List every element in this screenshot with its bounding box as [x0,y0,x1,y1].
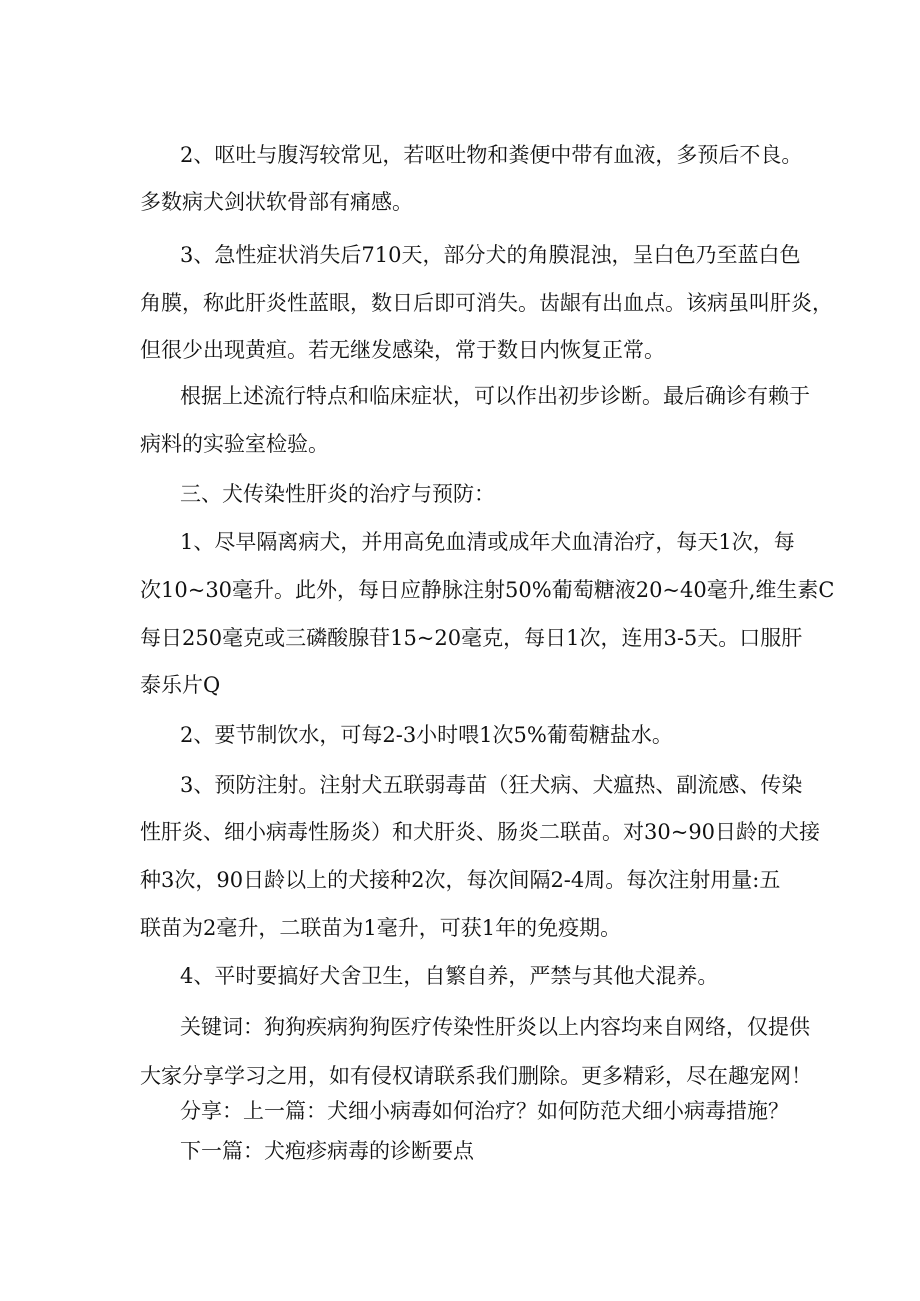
paragraph-line: 联苗为2毫升，二联苗为1毫升，可获1年的免疫期。 [140,916,622,940]
paragraph-line: 次10~30毫升。此外，每日应静脉注射50%葡萄糖液20~40毫升,维生素C [140,578,835,602]
paragraph-line: 4、平时要搞好犬舍卫生，自繁自养，严禁与其他犬混养。 [180,964,719,988]
paragraph-line: 病料的实验室检验。 [140,432,329,456]
paragraph-line: 每日250毫克或三磷酸腺苷15~20毫克，每日1次，连用3-5天。口服肝 [140,626,803,650]
section-heading: 三、犬传染性肝炎的治疗与预防： [180,482,495,506]
paragraph-line: 种3次，90日龄以上的犬接种2次，每次间隔2-4周。每次注射用量:五 [140,868,781,892]
previous-article-link[interactable]: 分享：上一篇：犬细小病毒如何治疗？如何防范犬细小病毒措施？ [180,1099,789,1123]
paragraph-line: 根据上述流行特点和临床症状，可以作出初步诊断。最后确诊有赖于 [180,384,810,408]
paragraph-line: 多数病犬剑状软骨部有痛感。 [140,190,413,214]
paragraph-line: 角膜，称此肝炎性蓝眼，数日后即可消失。齿龈有出血点。该病虽叫肝炎， [140,291,833,315]
paragraph-line: 1、尽早隔离病犬，并用高免血清或成年犬血清治疗，每天1次，每 [180,530,795,554]
next-article-link[interactable]: 下一篇：犬疱疹病毒的诊断要点 [180,1139,474,1163]
paragraph-line: 3、急性症状消失后710天，部分犬的角膜混浊，呈白色乃至蓝白色 [180,243,801,267]
paragraph-line: 3、预防注射。注射犬五联弱毒苗（狂犬病、犬瘟热、副流感、传染 [180,773,803,797]
paragraph-line: 2、要节制饮水，可每2-3小时喂1次5%葡萄糖盐水。 [180,723,673,747]
disclaimer-line: 大家分享学习之用，如有侵权请联系我们删除。更多精彩，尽在趣宠网！ [140,1064,812,1088]
paragraph-line: 性肝炎、细小病毒性肠炎）和犬肝炎、肠炎二联苗。对30~90日龄的犬接 [140,820,821,844]
paragraph-line: 2、呕吐与腹泻较常见，若呕吐物和粪便中带有血液，多预后不良。 [180,143,803,167]
paragraph-line: 但很少出现黄疸。若无继发感染，常于数日内恢复正常。 [140,338,665,362]
keywords-line: 关键词：狗狗疾病狗狗医疗传染性肝炎以上内容均来自网络，仅提供 [180,1015,810,1039]
paragraph-line: 泰乐片Q [140,673,221,697]
